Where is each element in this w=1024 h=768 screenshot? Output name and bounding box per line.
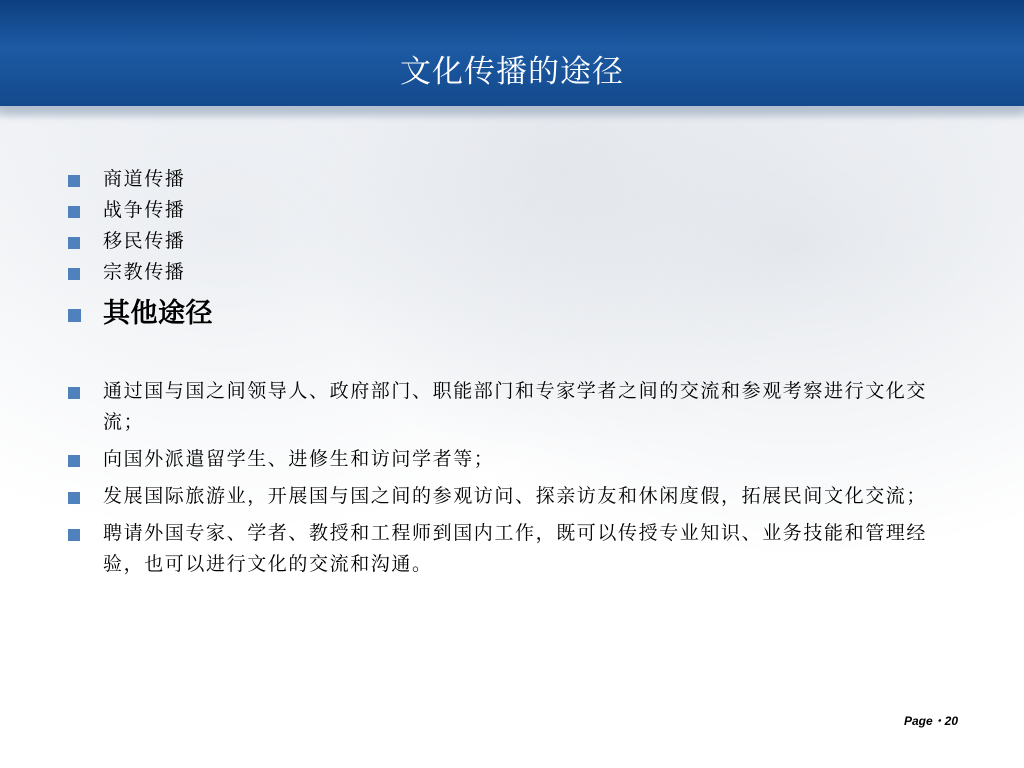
square-bullet-icon xyxy=(68,175,80,187)
square-bullet-icon xyxy=(68,492,80,504)
square-bullet-icon xyxy=(68,206,80,218)
list-item xyxy=(64,195,956,226)
list-item xyxy=(64,376,956,438)
list-item-text: 聘请外国专家、学者、教授和工程师到国内工作，既可以传授专业知识、业务技能和管理经验，也可以进行文化的交流和沟通。 xyxy=(103,522,928,575)
square-bullet-icon xyxy=(68,455,80,467)
square-bullet-icon xyxy=(68,268,80,280)
list-item-text: 移民传播 xyxy=(103,230,186,252)
list-item-text: 通过国与国之间领导人、政府部门、职能部门和专家学者之间的交流和参观考察进行文化交流； xyxy=(103,380,928,433)
section-heading-text: 其他途径 xyxy=(103,298,213,329)
square-bullet-icon xyxy=(68,309,81,322)
list-item xyxy=(64,164,956,195)
list-item-text: 发展国际旅游业，开展国与国之间的参观访问、探亲访友和休闲度假，拓展民间文化交流； xyxy=(103,485,928,507)
square-bullet-icon xyxy=(68,237,80,249)
slide-content xyxy=(64,164,956,586)
list-item xyxy=(64,444,956,475)
section-heading xyxy=(64,294,956,334)
list-item-text: 商道传播 xyxy=(103,168,186,190)
list-item xyxy=(64,226,956,257)
list-item xyxy=(64,257,956,288)
list-item xyxy=(64,481,956,512)
spacer xyxy=(64,334,956,376)
list-item xyxy=(64,518,956,580)
square-bullet-icon xyxy=(68,529,80,541)
list-item-text: 宗教传播 xyxy=(103,261,186,283)
list-item-text: 战争传播 xyxy=(103,199,186,221)
slide-title: 文化传播的途径 xyxy=(400,54,624,90)
list-item-text: 向国外派遣留学生、进修生和访问学者等； xyxy=(103,448,495,470)
page-number: Page・20 xyxy=(903,714,958,728)
square-bullet-icon xyxy=(68,387,80,399)
